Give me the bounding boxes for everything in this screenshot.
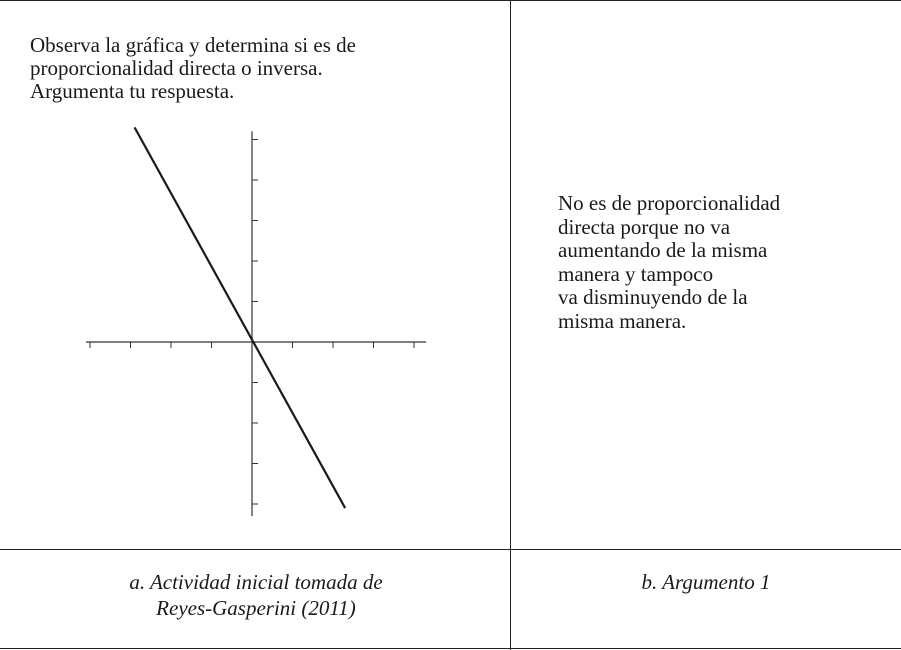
axes <box>86 131 426 516</box>
caption-a: a. Actividad inicial tomada de Reyes-Gasperini (2011) <box>129 570 383 620</box>
line-graph <box>0 0 510 548</box>
argument-text: No es de proporcionalidad directa porque no va aumentando de la misma manera y tampoco va disminuyendo de la misma manera. <box>558 191 781 333</box>
series-lines <box>135 127 346 508</box>
row-divider <box>0 549 901 550</box>
task-prompt: Observa la gráfica y determina si es de proporcionalidad directa o inversa. Argumenta tu respuesta. <box>30 33 356 103</box>
table-bottom-border <box>0 648 901 649</box>
caption-b: b. Argumento 1 <box>641 570 771 594</box>
column-divider <box>510 0 511 650</box>
series-line <box>135 127 346 508</box>
